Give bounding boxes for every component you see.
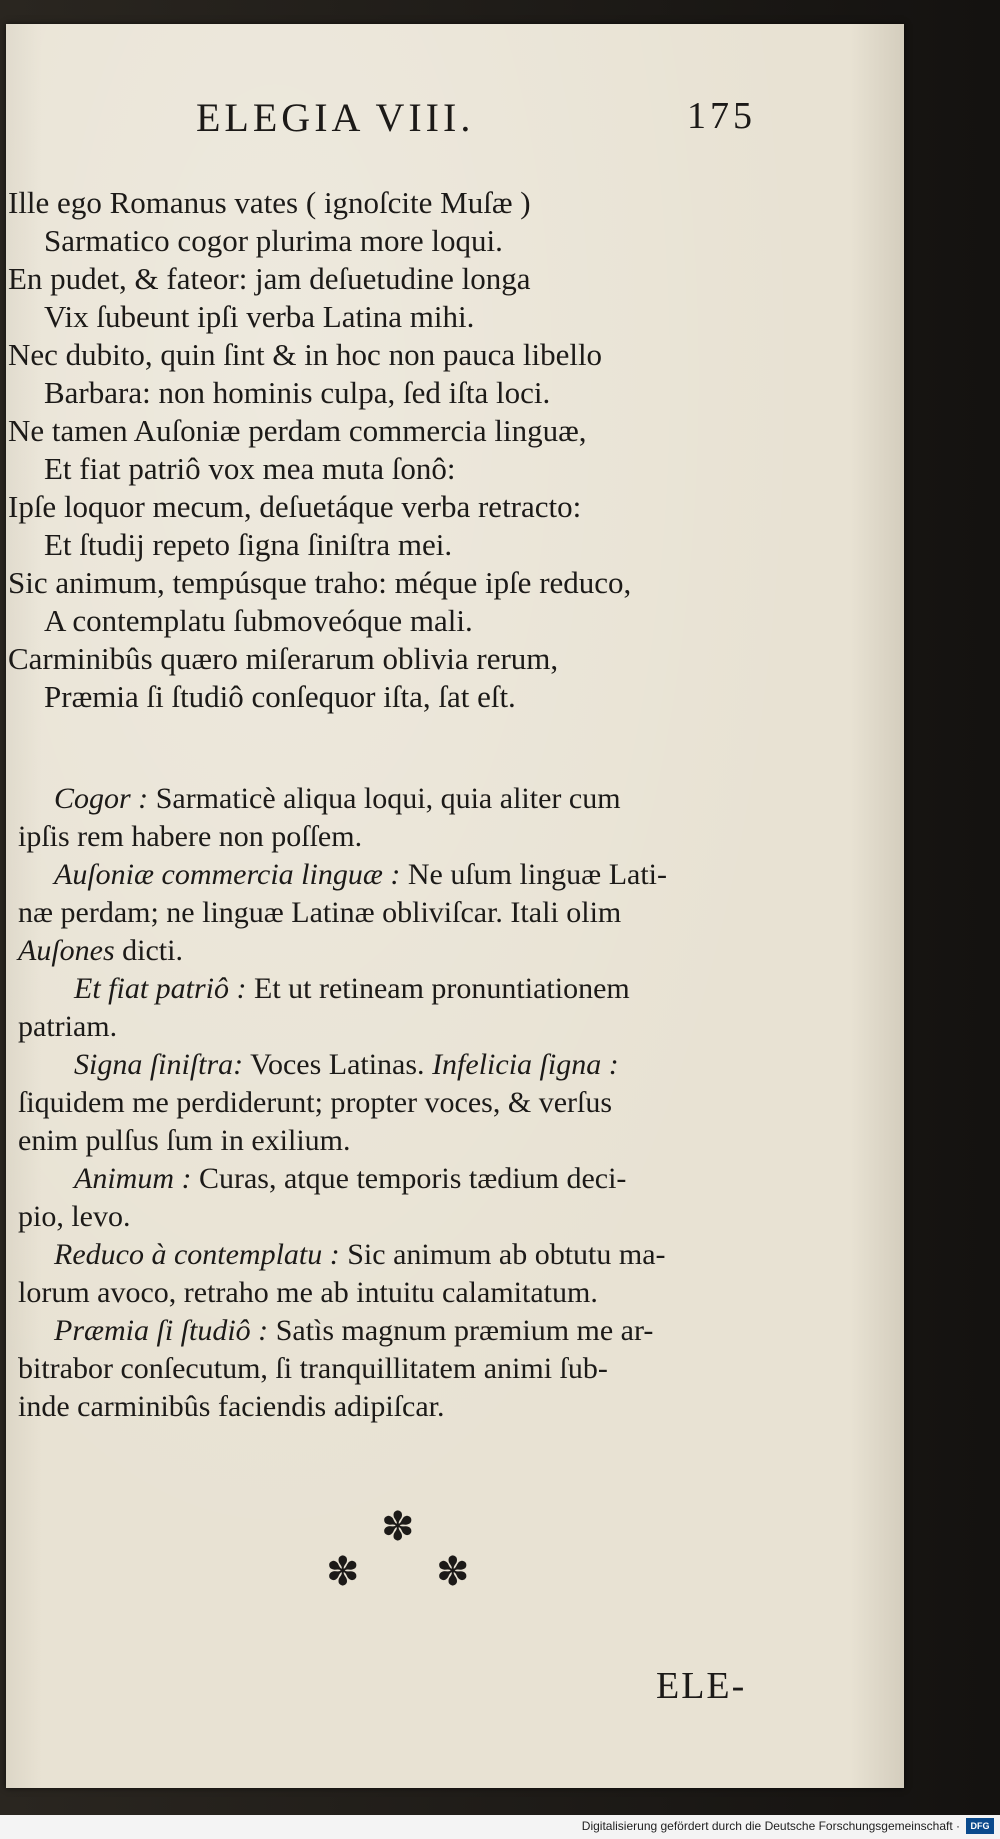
verse-line: Sarmatico cogor plurima more loqui. [44,223,503,258]
verse-line: Præmia ſi ſtudiô conſequor iſta, ſat eſt. [44,679,516,714]
commentary-line [74,1160,626,1198]
verse-line: En pudet, & fateor: jam deſuetudine longa [8,261,531,296]
verse-line: Vix ſubeunt ipſi verba Latina mihi. [44,299,475,334]
commentary-text: bitrabor conſecutum, ſi tranquillitatem animi ſub- [18,1352,608,1385]
commentary-lemma: Et fiat patriô : [74,972,247,1005]
commentary-text: enim pulſus ſum in exilium. [18,1124,351,1157]
commentary-text: Curas, atque temporis tædium deci- [191,1162,627,1195]
commentary-line [18,1008,117,1046]
dfg-logo: DFG [966,1818,994,1834]
commentary-lemma: Animum : [74,1162,192,1195]
verse-line: Et ſtudij repeto ſigna ſiniſtra mei. [44,527,453,562]
commentary-text: inde carminibûs faciendis adipiſcar. [18,1390,445,1423]
commentary-line [54,1236,666,1274]
digitization-footer [0,1815,1000,1839]
verse-line: Et fiat patriô vox mea muta ſonô: [44,451,456,486]
verse-line: Barbara: non hominis culpa, ſed iſta loci. [44,375,551,410]
asterisk-icon: ✽ [381,1504,415,1550]
asterisk-icon: ✽ [436,1549,470,1595]
commentary-line [74,970,630,1008]
commentary-lemma: Signa ſiniſtra: [74,1048,244,1081]
commentary-lemma: Præmia ſi ſtudiô : [54,1314,269,1347]
verse-line: Ne tamen Auſoniæ perdam commercia linguæ, [8,413,587,448]
commentary-text: Sarmaticè aliqua loqui, quia aliter cum [148,782,621,815]
commentary-text: dicti. [114,934,183,967]
commentary-text: pio, levo. [18,1200,131,1233]
verse-line: Nec dubito, quin ſint & in hoc non pauca libello [8,337,603,372]
commentary-line [18,894,621,932]
commentary-text: Ne uſum linguæ Lati- [400,858,667,891]
commentary-text: ipſis rem habere non poſſem. [18,820,363,853]
commentary-lemma: Reduco à contemplatu : [54,1238,340,1271]
commentary-text: lorum avoco, retraho me ab intuitu calamitatum. [18,1276,598,1309]
commentary-lemma: Cogor : [54,782,149,815]
commentary-line [18,818,362,856]
commentary-line [18,1084,612,1122]
verse-line: Ipſe loquor mecum, deſuetáque verba retracto: [8,489,582,524]
verse-line: A contemplatu ſubmoveóque mali. [44,603,473,638]
book-page [6,24,904,1788]
funding-credit: Digitalisierung gefördert durch die Deutsche Forschungsgemeinschaft · [581,1819,960,1833]
commentary-text: Sic animum ab obtutu ma- [339,1238,666,1271]
commentary-line [18,1388,445,1426]
commentary-line [18,1274,598,1312]
commentary-lemma: Auſoniæ commercia linguæ : [54,858,401,891]
commentary-text: patriam. [18,1010,118,1043]
asterism-ornament [326,1504,476,1614]
commentary-line [18,1350,608,1388]
asterisk-icon: ✽ [326,1549,360,1595]
commentary-text: Voces Latinas. [243,1048,433,1081]
commentary-line [18,932,183,970]
commentary-line [54,780,621,818]
commentary-lemma: Infelicia ſigna : [432,1048,619,1081]
commentary-line [18,1198,131,1236]
verse-line: Ille ego Romanus vates ( ignoſcite Muſæ ) [8,185,531,220]
commentary-lemma: Auſones [18,934,115,967]
commentary-line [54,1312,653,1350]
verse-line: Carminibûs quæro miſerarum oblivia rerum, [8,641,559,676]
commentary-text: Et ut retineam pronuntiationem [246,972,630,1005]
catchword: ELE- [656,1665,747,1707]
commentary-text: ſiquidem me perdiderunt; propter voces, & verſus [18,1086,613,1119]
commentary-text: Satìs magnum præmium me ar- [268,1314,654,1347]
running-head [196,94,756,154]
commentary-line [54,856,667,894]
running-title: ELEGIA VIII. [196,95,475,140]
page-number: 175 [687,95,756,137]
commentary-text: næ perdam; ne linguæ Latinæ obliviſcar. Itali olim [18,896,622,929]
verse-line: Sic animum, tempúsque traho: méque ipſe reduco, [8,565,632,600]
commentary-line [18,1122,351,1160]
commentary-line [74,1046,619,1084]
